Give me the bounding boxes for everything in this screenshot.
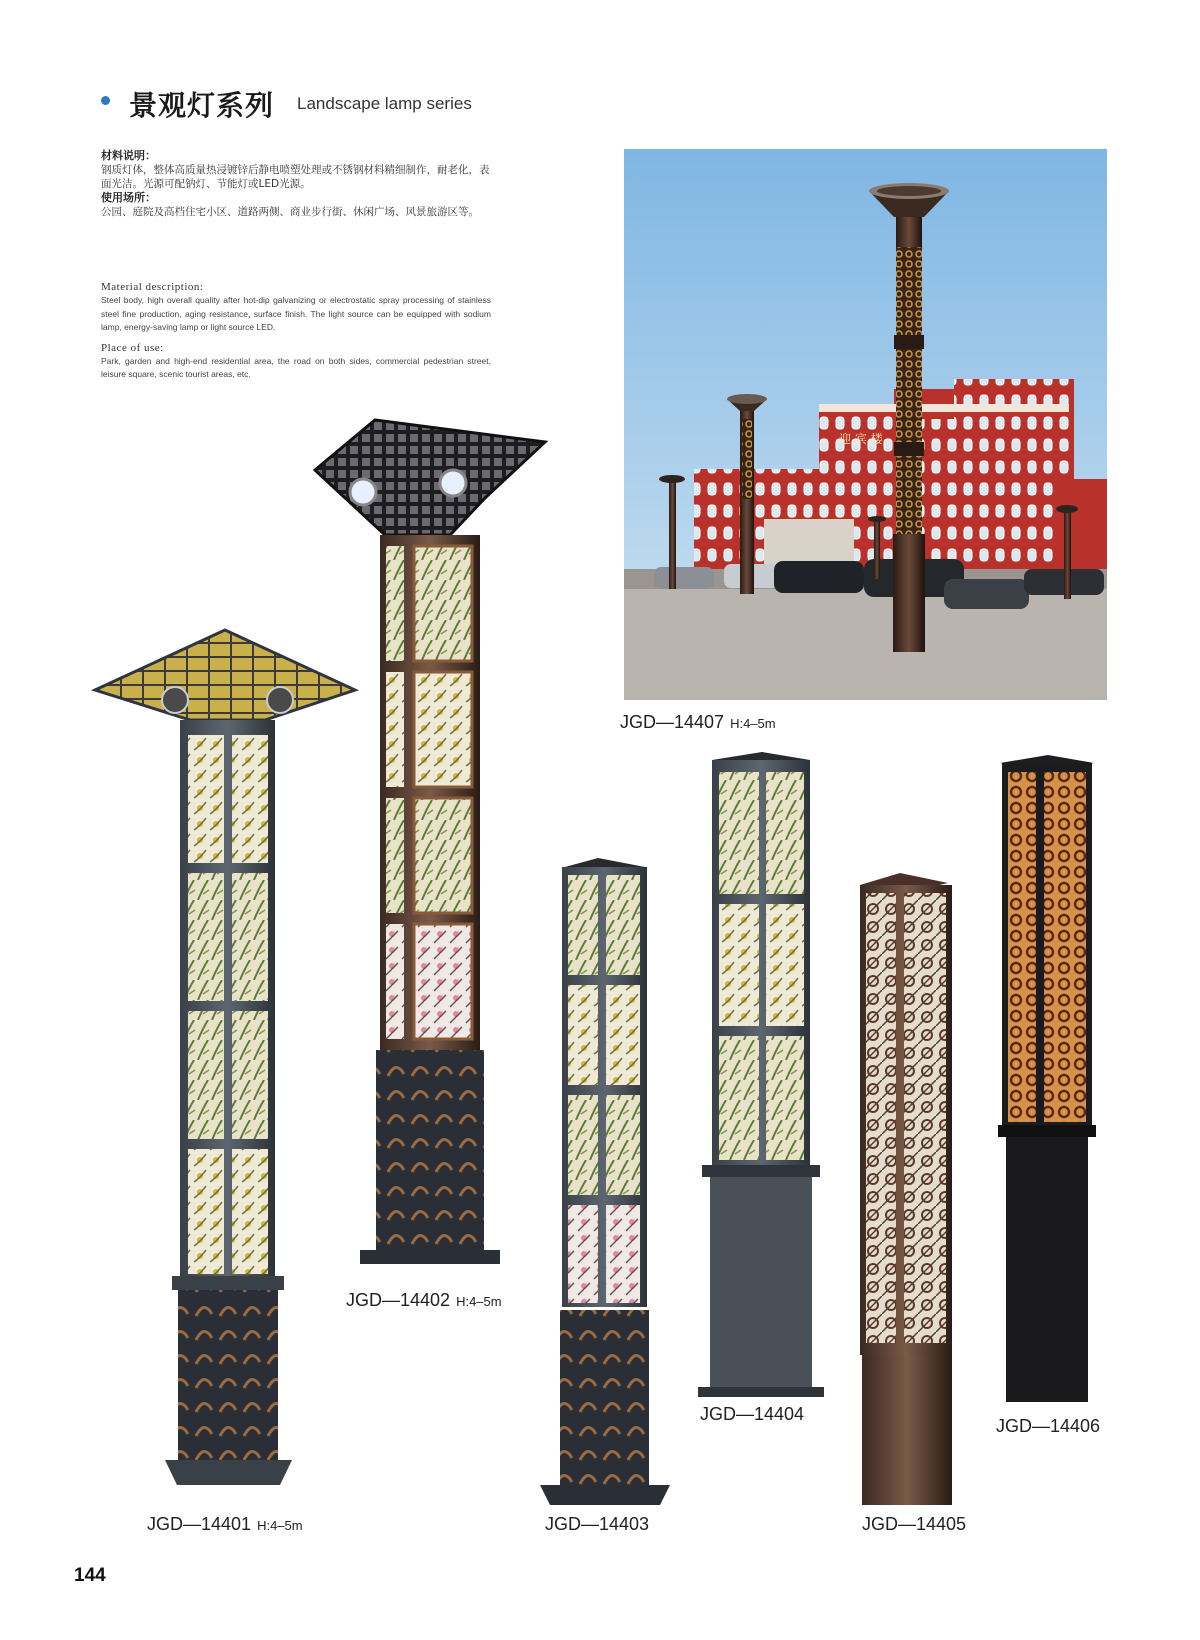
- lamp-jgd-14403: [540, 858, 670, 1505]
- lamp-jgd-14406: [998, 755, 1096, 1402]
- caption-jgd-14405: [862, 1514, 966, 1535]
- height-label: H:4–5m: [730, 716, 776, 731]
- height-label: H:4–5m: [257, 1518, 303, 1533]
- usage-heading-cn: 使用场所：: [101, 191, 156, 204]
- model-label: JGD—14405: [862, 1514, 967, 1534]
- caption-jgd-14407: [620, 712, 776, 733]
- caption-jgd-14404: [700, 1404, 804, 1425]
- height-label: H:4–5m: [456, 1294, 502, 1309]
- lamp-jgd-14402: [315, 420, 545, 1264]
- page-number: 144: [74, 1565, 106, 1586]
- material-text-cn: 钢质灯体，整体高质量热浸镀锌后静电喷塑处理或不锈钢材料精细制作，耐老化，表面光洁。光源可配钠灯、节能灯或LED光源。: [101, 164, 490, 190]
- lamp-jgd-14405: [860, 873, 952, 1505]
- lamp-jgd-14404: [698, 752, 824, 1397]
- usage-text-cn: 公园、庭院及高档住宅小区、道路两侧、商业步行街、休闲广场、风景旅游区等。: [101, 206, 479, 218]
- material-text-en: Steel body, high overall quality after hot-dip galvanizing or electrostatic spray processing of stainless steel fine production, aging resistance, surface finish. The light source can be equipped with sodium lamp, energy-saving lamp or light source LED.: [101, 295, 491, 332]
- material-heading-en: Material description:: [101, 281, 204, 293]
- caption-jgd-14402: [346, 1290, 502, 1311]
- usage-heading-en: Place of use:: [101, 341, 164, 354]
- model-label: JGD—14403: [545, 1514, 650, 1534]
- caption-jgd-14406: [996, 1416, 1100, 1437]
- caption-jgd-14403: [545, 1514, 649, 1535]
- model-label: JGD—14407: [620, 712, 725, 732]
- photo-building-sign: 迎 宾 楼: [839, 432, 883, 446]
- lamp-jgd-14401: [95, 630, 355, 1485]
- caption-jgd-14401: [147, 1514, 303, 1535]
- section-title-en: Landscape lamp series: [297, 94, 472, 113]
- model-label: JGD—14401: [147, 1514, 252, 1534]
- usage-text-en: Park, garden and high-end residential area, the road on both sides, commercial pedestrian street, leisure square, scenic tourist areas, etc.: [101, 355, 491, 379]
- model-label: JGD—14406: [996, 1416, 1101, 1436]
- section-title-cn: 景观灯系列: [129, 89, 275, 122]
- model-label: JGD—14404: [700, 1404, 805, 1424]
- material-heading-cn: 材料说明：: [101, 149, 156, 162]
- model-label: JGD—14402: [346, 1290, 451, 1310]
